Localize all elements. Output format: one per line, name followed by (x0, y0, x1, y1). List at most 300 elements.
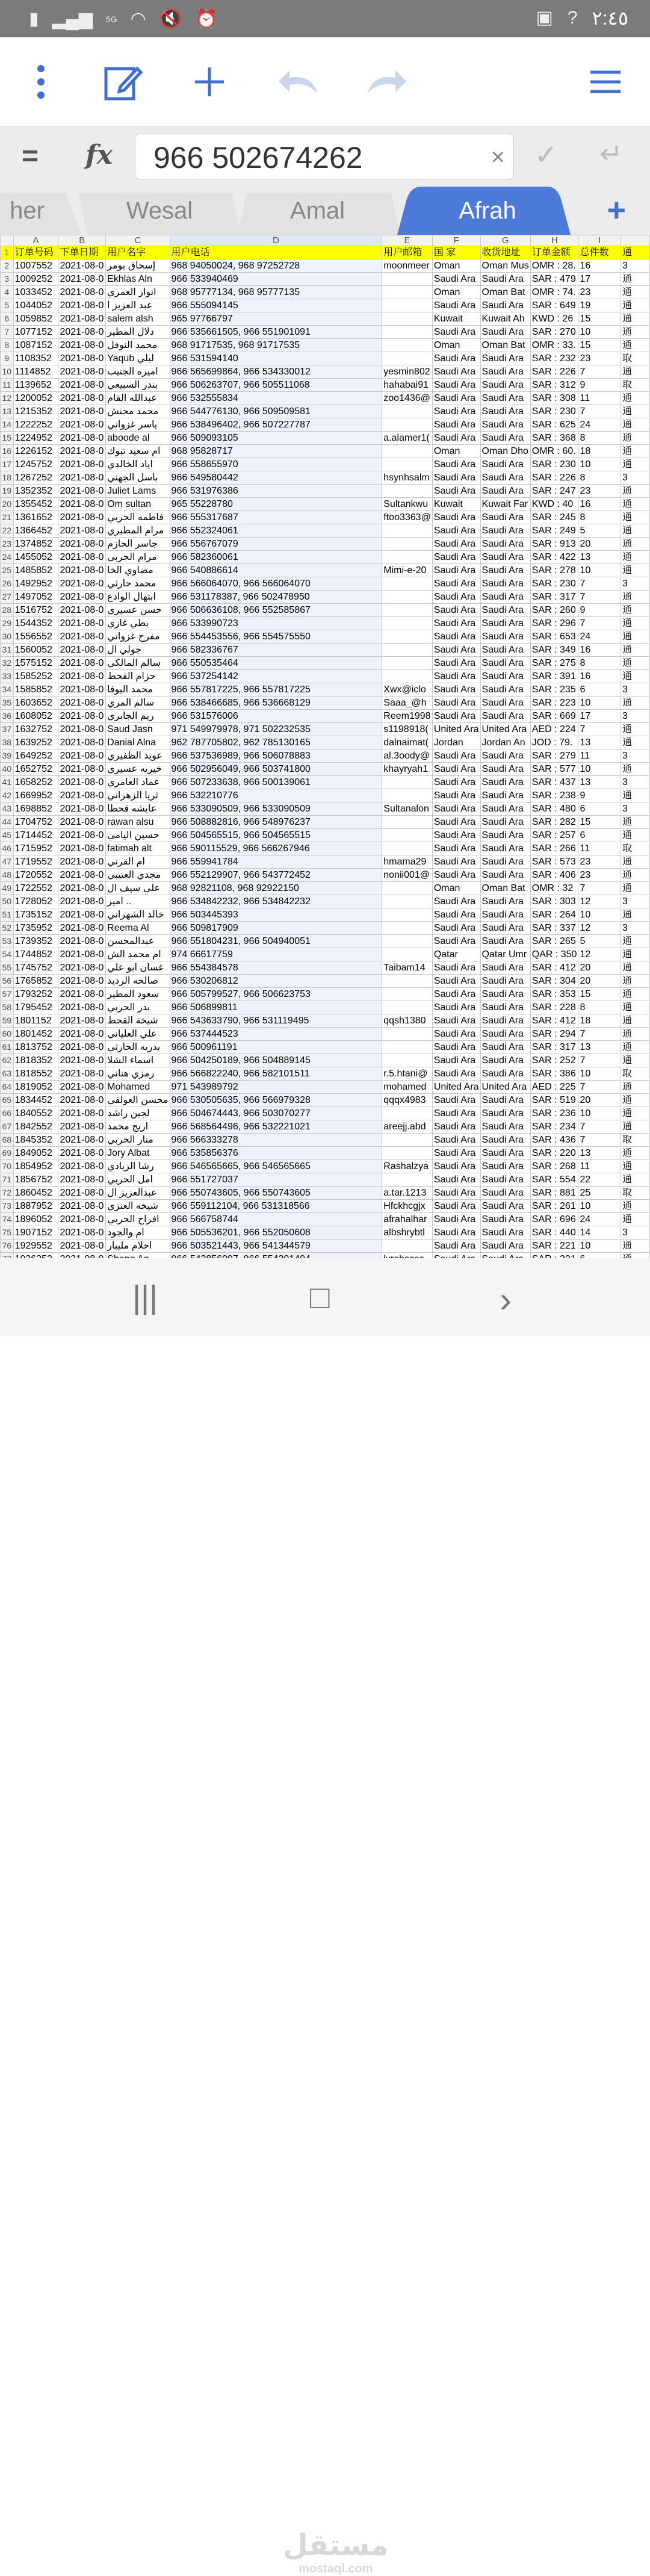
cell[interactable]: مضاوي الخا (106, 564, 170, 577)
cell[interactable]: 2021-08-0 (58, 750, 106, 763)
cell[interactable]: Saudi Ara (432, 392, 480, 405)
cell[interactable]: Oman (432, 259, 480, 273)
cell[interactable]: 8 (578, 657, 621, 670)
cell[interactable]: 2021-08-0 (58, 617, 106, 630)
cell[interactable]: rawan alsu (106, 816, 170, 829)
cell[interactable]: Saudi Ara (480, 869, 530, 882)
cell[interactable]: Saudi Ara (480, 1173, 530, 1187)
cell[interactable]: 1560052 (13, 644, 58, 657)
cell[interactable]: 6 (578, 683, 621, 697)
cell[interactable]: 2021-08-0 (58, 855, 106, 869)
cell[interactable]: 11 (578, 750, 621, 763)
row-number[interactable]: 71 (1, 1173, 14, 1187)
cell[interactable]: khayryah1 (382, 763, 433, 776)
cell[interactable]: SAR : 437 (530, 776, 578, 789)
row-number[interactable]: 38 (1, 736, 14, 750)
cell[interactable]: 2021-08-0 (58, 736, 106, 750)
row-number[interactable]: 33 (1, 670, 14, 683)
column-header[interactable]: B (58, 235, 106, 246)
cell[interactable]: Saudi Ara (480, 617, 530, 630)
cell[interactable]: SAR : 296 (530, 617, 578, 630)
row-number[interactable]: 21 (1, 511, 14, 524)
cell[interactable]: Kuwait (432, 498, 480, 511)
cell[interactable]: Saudi Ara (480, 511, 530, 524)
cell[interactable]: 取 (621, 1134, 649, 1147)
cell[interactable]: عماد العامري (106, 776, 170, 789)
row-number[interactable]: 54 (1, 948, 14, 961)
cell[interactable]: 2021-08-0 (58, 1028, 106, 1041)
cell[interactable]: Saudi Ara (480, 710, 530, 723)
cell[interactable]: Saudi Ara (480, 657, 530, 670)
cell[interactable]: Saudi Ara (432, 1107, 480, 1120)
row-number[interactable]: 59 (1, 1014, 14, 1028)
cell[interactable]: Saudi Ara (480, 432, 530, 445)
cell[interactable]: Saudi Ara (480, 816, 530, 829)
cell[interactable]: SAR : 232 (530, 352, 578, 365)
cell[interactable]: 974 66617759 (170, 948, 382, 961)
cell[interactable]: محمد محنش (106, 405, 170, 418)
cell[interactable]: 966 532555834 (170, 392, 382, 405)
cell[interactable]: 1222252 (13, 418, 58, 432)
cell[interactable]: 1544352 (13, 617, 58, 630)
cell[interactable]: 13 (578, 736, 621, 750)
cell[interactable]: 通 (621, 1240, 649, 1253)
cell[interactable]: Saudi Ara (480, 365, 530, 379)
cell[interactable]: 订单号码 (13, 246, 58, 259)
cell[interactable]: SAR : 238 (530, 789, 578, 802)
cell[interactable]: 通 (621, 432, 649, 445)
cell[interactable]: Saudi Ara (480, 604, 530, 617)
cell[interactable]: SAR : 304 (530, 975, 578, 988)
cell[interactable]: Saudi Ara (480, 352, 530, 365)
cell[interactable]: 1139652 (13, 379, 58, 392)
cell[interactable]: Saudi Ara (480, 922, 530, 935)
cell[interactable]: 取 (621, 842, 649, 855)
cell[interactable]: 2021-08-0 (58, 1134, 106, 1147)
row-number[interactable]: 76 (1, 1240, 14, 1253)
cell[interactable]: 7 (578, 617, 621, 630)
cell[interactable]: 8 (578, 511, 621, 524)
cell[interactable]: Rashalzya (382, 1160, 433, 1173)
cell[interactable]: غسان ابو علي (106, 961, 170, 975)
cell[interactable]: 10 (578, 697, 621, 710)
cell[interactable]: Saudi Ara (432, 604, 480, 617)
cell[interactable]: محمد حارثي (106, 577, 170, 591)
cell[interactable]: 2021-08-0 (58, 458, 106, 471)
cell[interactable]: 23 (578, 485, 621, 498)
cell[interactable] (382, 644, 433, 657)
cell[interactable]: 1849052 (13, 1147, 58, 1160)
cell[interactable]: Saudi Ara (432, 697, 480, 710)
cell[interactable]: 7 (578, 882, 621, 895)
cell[interactable]: مجدي العتيبي (106, 869, 170, 882)
tab-her[interactable]: her (10, 197, 45, 224)
cell[interactable]: Sultanalon (382, 802, 433, 816)
cell[interactable]: 通 (621, 935, 649, 948)
cell[interactable]: 通 (621, 789, 649, 802)
cell[interactable]: Saudi Ara (480, 935, 530, 948)
cell[interactable]: 6 (578, 829, 621, 842)
cell[interactable]: SAR : 264 (530, 908, 578, 922)
row-number[interactable]: 75 (1, 1226, 14, 1240)
cell[interactable]: 966 552324061 (170, 524, 382, 538)
cell[interactable]: Saudi Ara (432, 1094, 480, 1107)
cell[interactable]: Saudi Ara (432, 365, 480, 379)
cell[interactable]: Saudi Ara (432, 1226, 480, 1240)
row-number[interactable]: 11 (1, 379, 14, 392)
cell[interactable]: 1745752 (13, 961, 58, 975)
cell[interactable]: Oman Bat (480, 286, 530, 299)
cell[interactable]: Saudi Ara (432, 842, 480, 855)
cell[interactable]: s1198918( (382, 723, 433, 736)
cell[interactable]: 取 (621, 1187, 649, 1200)
cell[interactable]: Saudi Ara (432, 471, 480, 485)
cell[interactable]: 11 (578, 1160, 621, 1173)
cell[interactable]: 通 (621, 1120, 649, 1134)
cell[interactable]: Saudi Ara (480, 1134, 530, 1147)
cell[interactable]: OMR : 60. (530, 445, 578, 458)
cell[interactable]: Saudi Ara (432, 432, 480, 445)
cell[interactable]: 2021-08-0 (58, 312, 106, 326)
row-number[interactable]: 48 (1, 869, 14, 882)
cell[interactable]: SAR : 230 (530, 458, 578, 471)
cell[interactable]: 966 568564496, 966 532221021 (170, 1120, 382, 1134)
cell[interactable]: عبدالعزيز ال (106, 1187, 170, 1200)
cell[interactable]: SAR : 247 (530, 485, 578, 498)
cell[interactable]: 1649252 (13, 750, 58, 763)
row-number[interactable]: 68 (1, 1134, 14, 1147)
row-number[interactable]: 44 (1, 816, 14, 829)
cell[interactable]: Saudi Ara (480, 1054, 530, 1067)
cell[interactable]: SAR : 303 (530, 895, 578, 908)
cell[interactable]: nonii001@ (382, 869, 433, 882)
cell[interactable] (382, 908, 433, 922)
cell[interactable]: Saudi Ara (480, 418, 530, 432)
cell[interactable]: Saudi Ara (480, 1226, 530, 1240)
cell[interactable] (382, 538, 433, 551)
cell[interactable]: Saudi Ara (432, 1200, 480, 1213)
cell[interactable]: Saudi Ara (480, 1067, 530, 1081)
cell[interactable]: 24 (578, 630, 621, 644)
cell[interactable]: 通 (621, 405, 649, 418)
cell[interactable]: Mohamed (106, 1081, 170, 1094)
cell[interactable]: 2021-08-0 (58, 326, 106, 339)
cell[interactable]: 订单金额 (530, 246, 578, 259)
cell[interactable]: OMR : 28. (530, 259, 578, 273)
cell[interactable]: 1114852 (13, 365, 58, 379)
cell[interactable]: 2021-08-0 (58, 286, 106, 299)
cell[interactable]: SAR : 279 (530, 750, 578, 763)
cell[interactable]: 966 582360061 (170, 551, 382, 564)
row-number[interactable]: 70 (1, 1160, 14, 1173)
row-number[interactable]: 56 (1, 975, 14, 988)
cell[interactable]: 2021-08-0 (58, 1014, 106, 1028)
cell[interactable]: 2021-08-0 (58, 1160, 106, 1173)
cell[interactable]: 966 544776130, 966 509509581 (170, 405, 382, 418)
cell[interactable]: 2021-08-0 (58, 1226, 106, 1240)
cell[interactable]: 966 504250189, 966 504889145 (170, 1054, 382, 1067)
cell[interactable]: 16 (578, 670, 621, 683)
cell[interactable]: AED : 224 (530, 723, 578, 736)
menu-button[interactable] (584, 60, 627, 104)
cell[interactable]: حزام القحط (106, 670, 170, 683)
cell[interactable]: 2021-08-0 (58, 498, 106, 511)
tab-amal[interactable]: Amal (289, 197, 345, 224)
redo-button[interactable] (365, 60, 408, 104)
function-icon[interactable]: fx (85, 140, 113, 170)
cell[interactable]: 965 97766797 (170, 312, 382, 326)
cell[interactable]: 取 (621, 352, 649, 365)
cell[interactable]: 3 (621, 577, 649, 591)
cell[interactable]: 1714452 (13, 829, 58, 842)
cell[interactable]: 968 95777134, 968 95777135 (170, 286, 382, 299)
row-number[interactable]: 65 (1, 1094, 14, 1107)
cell[interactable]: 13 (578, 551, 621, 564)
cell[interactable]: 1033452 (13, 286, 58, 299)
cell[interactable]: محمد النوفل (106, 339, 170, 352)
cell[interactable]: 2021-08-0 (58, 259, 106, 273)
cell[interactable]: 2021-08-0 (58, 405, 106, 418)
cell[interactable]: خيريه عسيري (106, 763, 170, 776)
cell[interactable]: SAR : 236 (530, 1107, 578, 1120)
row-number[interactable]: 53 (1, 935, 14, 948)
cell[interactable]: Saudi Ara (432, 591, 480, 604)
cell[interactable]: جاسر الحازم (106, 538, 170, 551)
cell[interactable]: Saudi Ara (432, 869, 480, 882)
cell[interactable]: 3 (621, 922, 649, 935)
cell[interactable]: فاطمه الحربي (106, 511, 170, 524)
cell[interactable]: Saudi Ara (480, 299, 530, 312)
row-number[interactable]: 24 (1, 551, 14, 564)
row-number[interactable]: 1 (1, 246, 14, 259)
row-number[interactable]: 5 (1, 299, 14, 312)
cell[interactable]: 2021-08-0 (58, 895, 106, 908)
cell[interactable]: 通 (621, 869, 649, 882)
cell[interactable]: عايشه قحطا (106, 802, 170, 816)
cell[interactable]: اريج محمد (106, 1120, 170, 1134)
cell[interactable]: Saudi Ara (480, 630, 530, 644)
cell[interactable]: 966 537254142 (170, 670, 382, 683)
cell[interactable]: 2021-08-0 (58, 630, 106, 644)
cell[interactable]: SAR : 223 (530, 697, 578, 710)
cell[interactable]: 1735152 (13, 908, 58, 922)
cell[interactable]: 用户电话 (170, 246, 382, 259)
cell[interactable]: 通 (621, 312, 649, 326)
cell[interactable]: 2021-08-0 (58, 352, 106, 365)
cell[interactable]: 1854952 (13, 1160, 58, 1173)
cell[interactable]: 通 (621, 975, 649, 988)
cell[interactable]: 1639252 (13, 736, 58, 750)
cell[interactable]: 2021-08-0 (58, 524, 106, 538)
cell[interactable]: 1267252 (13, 471, 58, 485)
cell[interactable]: 2021-08-0 (58, 710, 106, 723)
cell[interactable]: SAR : 234 (530, 1120, 578, 1134)
cell[interactable]: 7 (578, 1120, 621, 1134)
cell[interactable]: OMR : 33. (530, 339, 578, 352)
cell[interactable]: Saudi Ara (480, 392, 530, 405)
cell[interactable]: Saudi Ara (432, 855, 480, 869)
cell[interactable]: Saudi Ara (432, 326, 480, 339)
cell[interactable]: 1108352 (13, 352, 58, 365)
cell[interactable]: United Ara (480, 723, 530, 736)
add-sheet-button[interactable]: + (607, 192, 626, 228)
cell[interactable]: 1497052 (13, 591, 58, 604)
row-number[interactable]: 63 (1, 1067, 14, 1081)
cell[interactable]: 通 (621, 961, 649, 975)
cell[interactable]: 22 (578, 1173, 621, 1187)
cell[interactable]: 2021-08-0 (58, 683, 106, 697)
cell[interactable]: albshrybtl (382, 1226, 433, 1240)
cell[interactable]: اياد الخالدي (106, 458, 170, 471)
cell[interactable]: SAR : 480 (530, 802, 578, 816)
cell[interactable]: 7 (578, 365, 621, 379)
cell[interactable]: Saudi Ara (432, 670, 480, 683)
cell[interactable]: 1556552 (13, 630, 58, 644)
cell[interactable]: 2021-08-0 (58, 1120, 106, 1134)
column-header[interactable]: H (530, 235, 578, 246)
cell[interactable]: Saudi Ara (480, 855, 530, 869)
cell[interactable]: 968 94050024, 968 97252728 (170, 259, 382, 273)
more-button[interactable] (19, 60, 63, 104)
cell[interactable]: 966 535856376 (170, 1147, 382, 1160)
cell[interactable] (382, 445, 433, 458)
row-number[interactable]: 30 (1, 630, 14, 644)
cell[interactable]: 1044052 (13, 299, 58, 312)
cell[interactable]: 966 506636108, 966 552585867 (170, 604, 382, 617)
cell[interactable]: Jordan An (480, 736, 530, 750)
cell[interactable]: 1739352 (13, 935, 58, 948)
cell[interactable]: 1009252 (13, 273, 58, 286)
cell[interactable]: 8 (578, 471, 621, 485)
cell[interactable]: United Ara (432, 1081, 480, 1094)
cell[interactable]: 15 (578, 312, 621, 326)
cell[interactable]: 1720552 (13, 869, 58, 882)
cell[interactable]: 2021-08-0 (58, 379, 106, 392)
row-number[interactable]: 6 (1, 312, 14, 326)
cell[interactable]: Saudi Ara (480, 326, 530, 339)
cell[interactable]: 2021-08-0 (58, 1173, 106, 1187)
cell[interactable]: Saudi Ara (480, 1200, 530, 1213)
cell[interactable]: 通 (621, 644, 649, 657)
cell[interactable]: 通 (621, 736, 649, 750)
add-button[interactable] (188, 60, 231, 104)
cell[interactable]: 1907152 (13, 1226, 58, 1240)
cell[interactable]: 2021-08-0 (58, 776, 106, 789)
cell[interactable]: SAR : 317 (530, 1041, 578, 1054)
cell[interactable]: امير .. (106, 895, 170, 908)
cell[interactable]: 2021-08-0 (58, 975, 106, 988)
cell[interactable]: 2021-08-0 (58, 1041, 106, 1054)
cell[interactable]: SAR : 412 (530, 961, 578, 975)
cell[interactable]: 通 (621, 630, 649, 644)
cell[interactable]: 通 (621, 816, 649, 829)
cell[interactable]: Saudi Ara (480, 776, 530, 789)
cell[interactable] (382, 299, 433, 312)
cell[interactable]: Saudi Ara (432, 908, 480, 922)
enter-icon[interactable]: ↵ (599, 138, 623, 169)
cell[interactable]: Hfckhcgjx (382, 1200, 433, 1213)
cell[interactable]: 2021-08-0 (58, 339, 106, 352)
cell[interactable]: Oman Bat (480, 882, 530, 895)
cell[interactable]: 966 550535464 (170, 657, 382, 670)
cell[interactable]: 966 582336767 (170, 644, 382, 657)
cell[interactable] (382, 485, 433, 498)
cell[interactable]: Oman (432, 339, 480, 352)
cell[interactable]: r.5.htani@ (382, 1067, 433, 1081)
cell[interactable]: 965 55228780 (170, 498, 382, 511)
column-header[interactable]: G (480, 235, 530, 246)
cell[interactable]: 2021-08-0 (58, 365, 106, 379)
cell[interactable]: Saudi Ara (432, 988, 480, 1001)
cell[interactable]: 通 (621, 670, 649, 683)
cell[interactable] (382, 630, 433, 644)
row-number[interactable]: 51 (1, 908, 14, 922)
cell[interactable]: Saudi Ara (432, 485, 480, 498)
cell[interactable]: Saudi Ara (480, 577, 530, 591)
cell[interactable]: حسين اليامي (106, 829, 170, 842)
cell[interactable]: aboode al (106, 432, 170, 445)
cell[interactable]: Saudi Ara (432, 511, 480, 524)
cell[interactable]: SAR : 881 (530, 1187, 578, 1200)
cell[interactable]: 9 (578, 379, 621, 392)
cell[interactable]: KWD : 40 (530, 498, 578, 511)
cell[interactable]: Saudi Ara (480, 1041, 530, 1054)
cell[interactable]: 通 (621, 1054, 649, 1067)
cell[interactable]: سعود المطير (106, 988, 170, 1001)
cell[interactable]: Juliet Lams (106, 485, 170, 498)
cell[interactable]: Saudi Ara (432, 617, 480, 630)
cell[interactable]: Saudi Ara (432, 644, 480, 657)
cell[interactable]: 1516752 (13, 604, 58, 617)
cell[interactable]: 2021-08-0 (58, 842, 106, 855)
cell[interactable]: SAR : 653 (530, 630, 578, 644)
cell[interactable]: SAR : 349 (530, 644, 578, 657)
cell[interactable]: 966 504674443, 966 503070277 (170, 1107, 382, 1120)
cell[interactable]: United Ara (480, 1081, 530, 1094)
cell[interactable]: Saudi Ara (432, 564, 480, 577)
cell[interactable]: 17 (578, 710, 621, 723)
cell[interactable]: دلال المطير (106, 326, 170, 339)
cell[interactable]: 7 (578, 1054, 621, 1067)
cell[interactable]: 2021-08-0 (58, 789, 106, 802)
cell[interactable]: 966 533990723 (170, 617, 382, 630)
cell[interactable]: 966 503445393 (170, 908, 382, 922)
cell[interactable]: 966 538466685, 966 536668129 (170, 697, 382, 710)
cell[interactable]: Saudi Ara (432, 922, 480, 935)
cell[interactable]: a.alamer1( (382, 432, 433, 445)
cell[interactable]: 通 (621, 1213, 649, 1226)
cell[interactable]: Saudi Ara (432, 524, 480, 538)
cell[interactable] (382, 789, 433, 802)
cell[interactable]: 1735952 (13, 922, 58, 935)
cell[interactable]: 1722552 (13, 882, 58, 895)
cell[interactable]: SAR : 230 (530, 577, 578, 591)
cell[interactable]: 通 (621, 458, 649, 471)
cell[interactable]: Saudi Ara (432, 1134, 480, 1147)
cell[interactable]: 通 (621, 365, 649, 379)
cell[interactable]: 966 507233638, 966 500139061 (170, 776, 382, 789)
cell[interactable]: mohamed (382, 1081, 433, 1094)
cell[interactable]: 通 (621, 829, 649, 842)
cell[interactable] (382, 604, 433, 617)
cell[interactable]: 10 (578, 1240, 621, 1253)
cell[interactable]: 2021-08-0 (58, 551, 106, 564)
cell[interactable]: 2021-08-0 (58, 604, 106, 617)
cell[interactable]: 通 (621, 763, 649, 776)
cell[interactable]: 3 (621, 776, 649, 789)
cell[interactable] (382, 1107, 433, 1120)
cell[interactable]: SAR : 625 (530, 418, 578, 432)
